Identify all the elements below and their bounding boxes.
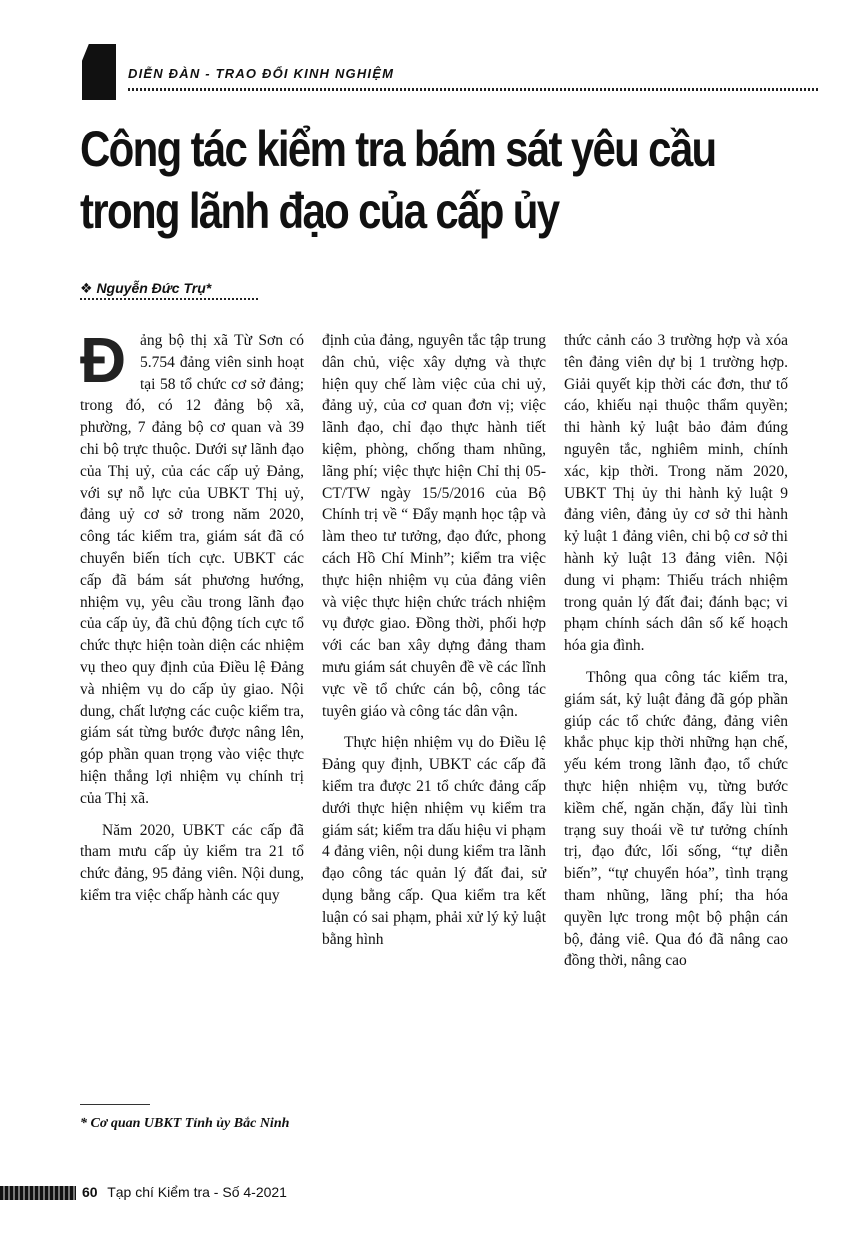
footnote: * Cơ quan UBKT Tỉnh ủy Bắc Ninh	[80, 1116, 290, 1131]
title-line-2: trong lãnh đạo của cấp ủy	[80, 183, 559, 239]
section-label: DIỄN ĐÀN - TRAO ĐỔI KINH NGHIỆM	[128, 66, 395, 81]
page-number: 60	[82, 1184, 98, 1200]
paragraph: Thực hiện nhiệm vụ do Điều lệ Đảng quy định, UBKT các cấp đã kiểm tra được 21 tổ chức đảng cấp dưới thực hiện nhiệm vụ kiểm tra giám sát; kiểm tra dấu hiệu vi phạm 4 đảng viên, nội dung kiểm tra lãnh đạo công tác quản lý đất đai, sử dụng bằng cấp. Qua kiểm tra kết luận có sai phạm, phải xử lý kỷ luật bằng hình	[322, 734, 546, 948]
drop-cap: Đ	[80, 324, 127, 396]
article-column-1	[80, 324, 304, 917]
section-divider	[128, 88, 818, 91]
paragraph: thức cảnh cáo 3 trường hợp và xóa tên đảng viên dự bị 1 trường hợp. Giải quyết kịp thời các đơn, thư tố cáo, khiếu nại thuộc thẩm quyền; thi hành kỷ luật bảo đảm đúng nguyên tắc, nghiêm minh, chính xác, kịp thời. Trong năm 2020, UBKT Thị ủy thi hành kỷ luật 9 đảng viên, đảng ủy cơ sở thi hành kỷ luật 1 đảng viên, chi bộ cơ sở thi hành kỷ luật 13 đảng viên. Nội dung vi phạm: Thiếu trách nhiệm trong quản lý đất đai; đánh bạc; vi phạm chính sách dân số kế hoạch hóa gia đình.	[564, 332, 788, 655]
article-column-3	[564, 330, 788, 982]
paragraph: Thông qua công tác kiểm tra, giám sát, kỷ luật đảng đã góp phần giúp các tổ chức đảng, đảng viên khắc phục kịp thời những hạn chế, yếu kém trong lãnh đạo, tổ chức thực hiện nhiệm vụ, từng bước kiềm chế, ngăn chặn, đẩy lùi tình trạng suy thoái về tư tưởng chính trị, đạo đức, lối sống, “tự diễn biến”, “tự chuyển hóa”, tình trạng tham nhũng, lãng phí; tha hóa quyền lực trong một bộ phận cán bộ, đảng viê. Qua đó đã nâng cao đồng thời, nâng cao	[564, 668, 788, 970]
footnote-divider	[80, 1104, 150, 1105]
paragraph: định của đảng, nguyên tắc tập trung dân chủ, việc xây dựng và thực hiện quy chế làm việc của chi uỷ, đảng uỷ, của cơ quan đơn vị; việc lãnh đạo, chỉ đạo thực hành tiết kiệm, phòng, chống tham nhũng, lãng phí; việc thực hiện Chỉ thị 05-CT/TW ngày 15/5/2016 của Bộ Chính trị về “ Đẩy mạnh học tập và làm theo tư tưởng, đạo đức, phong cách Hồ Chí Minh”; kiểm tra việc thực hiện nhiệm vụ của đảng viên và việc thực hiện chức trách nhiệm vụ được giao. Đồng thời, phối hợp với các ban xây dựng đảng tham mưu giám sát chuyên đề về các lĩnh vực về tổ chức cán bộ, công tác tuyên giáo và công tác dân vận.	[322, 332, 546, 720]
paragraph: Năm 2020, UBKT các cấp đã tham mưu cấp ủy kiểm tra 21 tổ chức đảng, 95 đảng viên. Nội dung, kiểm tra việc chấp hành các quy	[80, 821, 304, 904]
magazine-name: Tạp chí Kiểm tra - Số 4-2021	[107, 1184, 287, 1200]
author-divider	[80, 298, 260, 300]
page-footer	[82, 1184, 287, 1200]
section-marker-icon	[82, 44, 116, 100]
article-title	[80, 118, 802, 242]
footer-pattern	[0, 1186, 76, 1200]
paragraph: Đảng bộ thị xã Từ Sơn có 5.754 đảng viên sinh hoạt tại 58 tổ chức cơ sở đảng; trong đó, có 12 đảng bộ xã, phường, 7 đảng bộ cơ quan và 39 chi bộ trực thuộc. Dưới sự lãnh đạo của Thị uỷ, của các cấp uỷ Đảng, với sự nỗ lực của UBKT Thị uỷ, đảng uỷ cơ sở trong năm 2020, công tác kiểm tra, giám sát đã có chuyển biến tích cực. UBKT các cấp đã bám sát phương hướng, nhiệm vụ, yêu cầu trong lãnh đạo của cấp ủy, đã chủ động tích cực tổ chức thực hiện toàn diện các nhiệm vụ theo quy định của Điều lệ Đảng và nhiệm vụ do cấp ủy giao. Nội dung, chất lượng các cuộc kiểm tra, giám sát từng bước được nâng lên, góp phần quan trọng vào việc thực hiện thắng lợi nhiệm vụ chính trị của Thị xã.	[80, 324, 304, 807]
title-line-1: Công tác kiểm tra bám sát yêu cầu	[80, 121, 716, 177]
author-byline: ❖ Nguyễn Đức Trụ*	[80, 280, 212, 296]
article-column-2	[322, 330, 546, 960]
